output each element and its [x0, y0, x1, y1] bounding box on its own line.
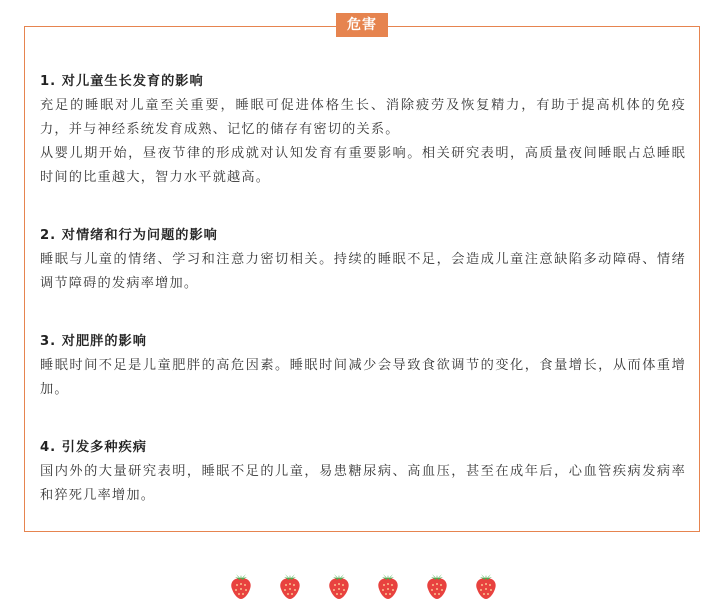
- section-paragraph: 充足的睡眠对儿童至关重要，睡眠可促进体格生长、消除疲劳及恢复精力，有助于提高机体的免疫力，并与神经系统发育成熟、记忆的储存有密切的关系。: [40, 98, 686, 137]
- section-growth: [40, 70, 686, 190]
- section-disease: [40, 436, 686, 508]
- strawberry-icon: [472, 570, 500, 600]
- section-heading: 4. 引发多种疾病: [40, 440, 147, 455]
- section-badge: 危害: [336, 13, 388, 37]
- strawberry-decoration-row: [0, 570, 722, 602]
- section-paragraph: 从婴儿期开始，昼夜节律的形成就对认知发育有重要影响。相关研究表明，高质量夜间睡眠占总睡眠时间的比重越大，智力水平就越高。: [40, 146, 686, 185]
- section-paragraph: 睡眠与儿童的情绪、学习和注意力密切相关。持续的睡眠不足，会造成儿童注意缺陷多动障碍、情绪调节障碍的发病率增加。: [40, 252, 686, 291]
- strawberry-icon: [374, 570, 402, 600]
- strawberry-icon: [423, 570, 451, 600]
- strawberry-icon: [227, 570, 255, 600]
- article-body: [40, 70, 686, 508]
- section-heading: 2. 对情绪和行为问题的影响: [40, 228, 218, 243]
- section-heading: 3. 对肥胖的影响: [40, 334, 147, 349]
- section-paragraph: 睡眠时间不足是儿童肥胖的高危因素。睡眠时间减少会导致食欲调节的变化，食量增长，从而体重增加。: [40, 358, 686, 397]
- strawberry-icon: [276, 570, 304, 600]
- section-emotion: [40, 224, 686, 296]
- section-obesity: [40, 330, 686, 402]
- section-paragraph: 国内外的大量研究表明，睡眠不足的儿童，易患糖尿病、高血压，甚至在成年后，心血管疾病发病率和猝死几率增加。: [40, 464, 686, 503]
- strawberry-icon: [325, 570, 353, 600]
- section-heading: 1. 对儿童生长发育的影响: [40, 74, 204, 89]
